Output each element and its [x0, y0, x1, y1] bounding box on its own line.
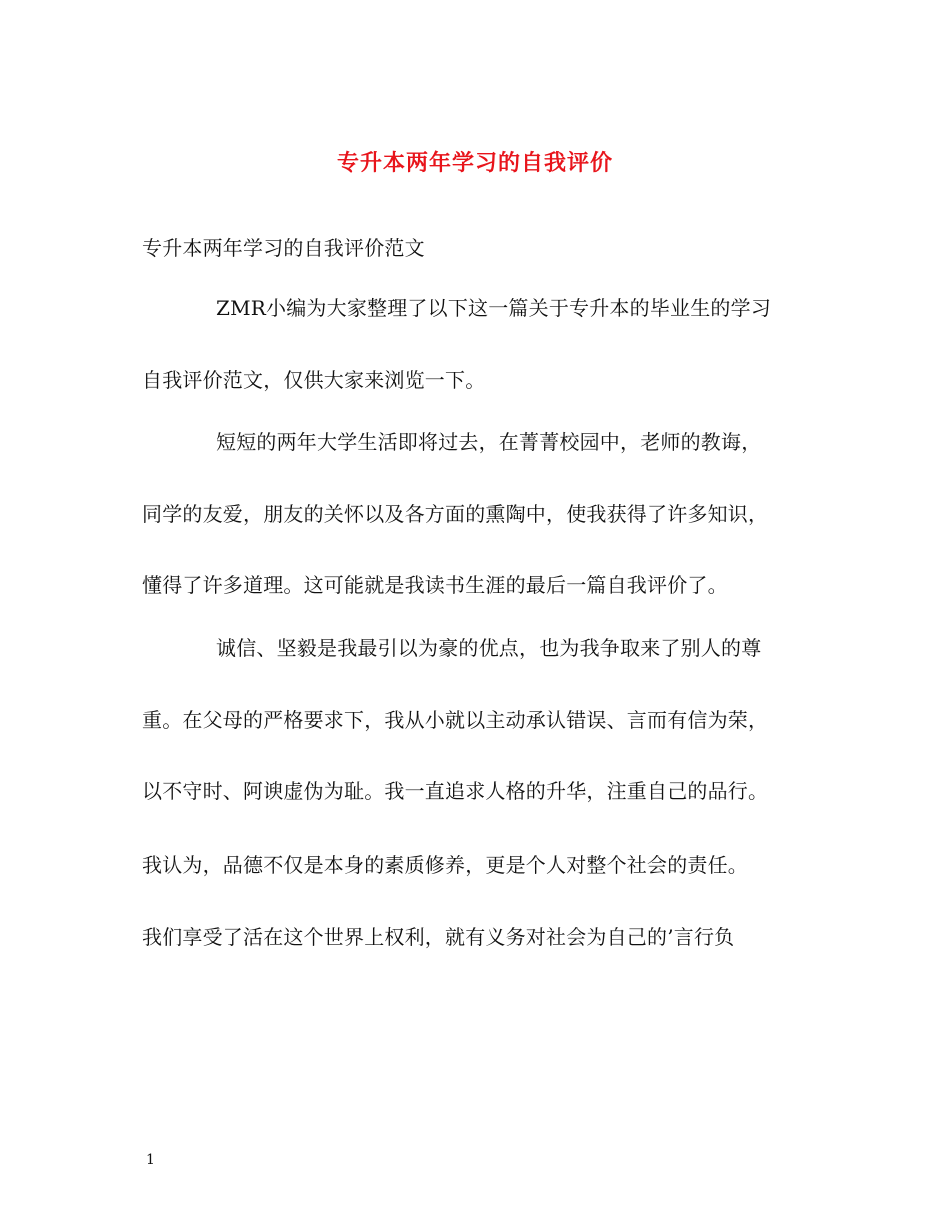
paragraph-line: 短短的两年大学生活即将过去，在菁菁校园中，老师的教诲，: [216, 430, 762, 454]
page-number: 1: [146, 1152, 155, 1168]
paragraph-line: 诚信、坚毅是我最引以为豪的优点，也为我争取来了别人的尊: [216, 636, 762, 660]
paragraph-line: 自我评价范文，仅供大家来浏览一下。: [142, 368, 486, 392]
paragraph-line: 重。在父母的严格要求下，我从小就以主动承认错误、言而有信为荣，: [142, 708, 769, 732]
paragraph-line: ZMR小编为大家整理了以下这一篇关于专升本的毕业生的学习: [216, 296, 772, 320]
paragraph-line: 同学的友爱，朋友的关怀以及各方面的熏陶中，使我获得了许多知识，: [142, 502, 769, 526]
paragraph-line: 我认为，品德不仅是本身的素质修养，更是个人对整个社会的责任。: [142, 853, 748, 877]
paragraph-line: 懂得了许多道理。这可能就是我读书生涯的最后一篇自我评价了。: [142, 573, 728, 597]
document-title: 专升本两年学习的自我评价: [336, 151, 613, 176]
paragraph-line: 我们享受了活在这个世界上权利，就有义务对社会为自己的’言行负: [142, 925, 735, 949]
paragraph-line: 以不守时、阿谀虚伪为耻。我一直追求人格的升华，注重自己的品行。: [142, 779, 769, 803]
document-subtitle: 专升本两年学习的自我评价范文: [142, 236, 425, 260]
